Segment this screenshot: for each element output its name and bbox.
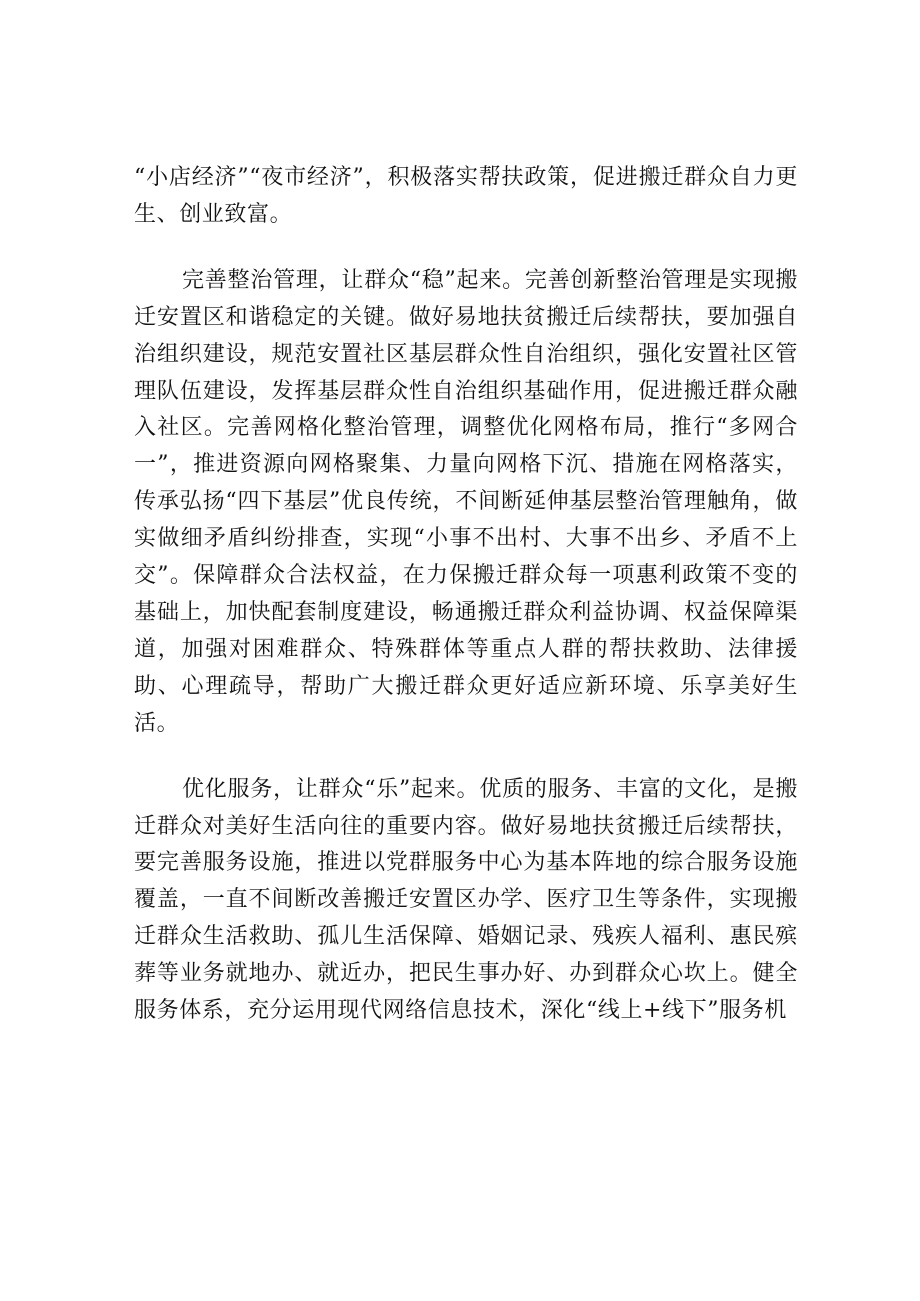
document-body — [134, 160, 798, 1030]
paragraph-governance: 完善整治管理，让群众“稳”起来。完善创新整治管理是实现搬迁安置区和谐稳定的关键。做好易地扶贫搬迁后续帮扶，要加强自治组织建设，规范安置社区基层群众性自治组织，强化安置社区管理队伍建设，发挥基层群众性自治组织基础作用，促进搬迁群众融入社区。完善网格化整治管理，调整优化网格布局，推行“多网合一”，推进资源向网格聚集、力量向网格下沉、措施在网格落实，传承弘扬“四下基层”优良传统，不间断延伸基层整治管理触角，做实做细矛盾纠纷排查，实现“小事不出村、大事不出乡、矛盾不上交”。保障群众合法权益，在力保搬迁群众每一项惠利政策不变的基础上，加快配套制度建设，畅通搬迁群众利益协调、权益保障渠道，加强对困难群众、特殊群体等重点人群的帮扶救助、法律援助、心理疏导，帮助广大搬迁群众更好适应新环境、乐享美好生活。 — [134, 267, 798, 736]
paragraph-continuation: “小店经济”“夜市经济”，积极落实帮扶政策，促进搬迁群众自力更生、创业致富。 — [134, 165, 798, 227]
paragraph-spacer — [134, 743, 798, 772]
paragraph-spacer — [134, 234, 798, 263]
paragraph-services: 优化服务，让群众“乐”起来。优质的服务、丰富的文化，是搬迁群众对美好生活向往的重要内容。做好易地扶贫搬迁后续帮扶，要完善服务设施，推进以党群服务中心为基本阵地的综合服务设施覆盖，一直不间断改善搬迁安置区办学、医疗卫生等条件，实现搬迁群众生活救助、孤儿生活保障、婚姻记录、残疾人福利、惠民殡葬等业务就地办、就近办，把民生事办好、办到群众心坎上。健全服务体系，充分运用现代网络信息技术，深化“线上+线下”服务机 — [134, 776, 798, 1024]
